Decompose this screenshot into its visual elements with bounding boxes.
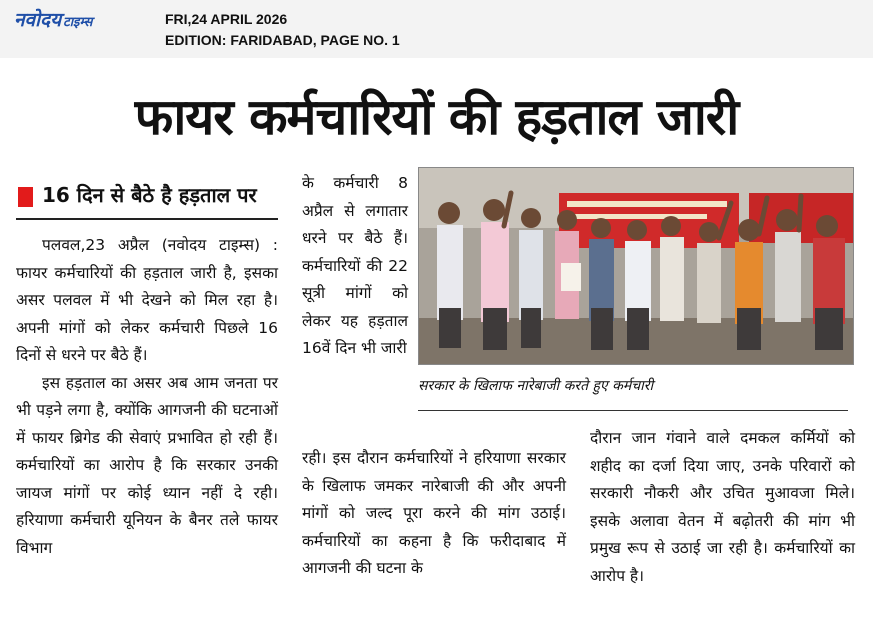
issue-date: FRI,24 APRIL 2026: [165, 11, 288, 27]
edition-page: EDITION: FARIDABAD, PAGE NO. 1: [165, 32, 400, 48]
article-column-2-bottom: [302, 445, 566, 583]
column-3-text: दौरान जान गंवाने वाले दमकल कर्मियों को शहीद का दर्जा दिया जाए, उनके परिवारों को सरकारी नौकरी और उचित मुआवजा मिले। इसके अलावा वेतन में बढ़ोतरी की मांग भी प्रमुख रूप से उठाई जा रही है। कर्मचारियों का आरोप है।: [590, 429, 855, 585]
subheadline-block: [16, 180, 278, 220]
article-column-1: [16, 232, 278, 562]
paragraph-1: पलवल,23 अप्रैल (नवोदय टाइम्स) : फायर कर्मचारियों की हड़ताल जारी है, इसका असर पलवल में भी देखने को मिल रहा है। अपनी मांगों को लेकर कर्मचारी पिछले 16 दिनों से धरने पर बैठे हैं।: [16, 236, 278, 364]
logo-main-text: नवोदय: [14, 9, 62, 31]
red-square-bullet-icon: [18, 187, 33, 207]
column-2-top-text: के कर्मचारी 8 अप्रैल से लगातार धरने पर बैठे हैं। कर्मचारियों की 22 सूत्री मांगों को लेकर यह हड़ताल 16वें दिन भी जारी: [302, 174, 408, 357]
photo-caption: सरकार के खिलाफ नारेबाजी करते हुए कर्मचारी: [418, 378, 654, 394]
article-subheadline: 16 दिन से बैठे है हड़ताल पर: [42, 183, 257, 207]
newspaper-logo[interactable]: [14, 6, 92, 32]
article-column-2-top: [302, 170, 408, 363]
logo-sub-text: टाइम्स: [63, 15, 93, 30]
article-headline: फायर कर्मचारियों की हड़ताल जारी: [134, 88, 739, 146]
edition-info: [165, 9, 400, 51]
paragraph-2: इस हड़ताल का असर अब आम जनता पर भी पड़ने लगा है, क्योंकि आगजनी की घटनाओं में फायर ब्रिगेड की सेवाएं प्रभावित हो रही हैं। कर्मचारियों का आरोप है कि सरकार उनकी जायज मांगों पर कोई ध्यान नहीं दे रही। हरियाणा कर्मचारी यूनियन के बैनर तले फायर विभाग: [16, 373, 278, 557]
protest-photo-image: [419, 168, 853, 364]
caption-divider: [418, 410, 848, 411]
column-2-bottom-text: रही। इस दौरान कर्मचारियों ने हरियाणा सरकार के खिलाफ जमकर नारेबाजी की और अपनी मांगों को जल्द पूरा करने की मांग उठाई। कर्मचारियों का कहना है कि फरीदाबाद में आगजनी की घटना के: [302, 449, 566, 577]
masthead-bar: [0, 0, 873, 58]
protest-photo: [418, 167, 854, 365]
article-column-3: [590, 425, 855, 590]
